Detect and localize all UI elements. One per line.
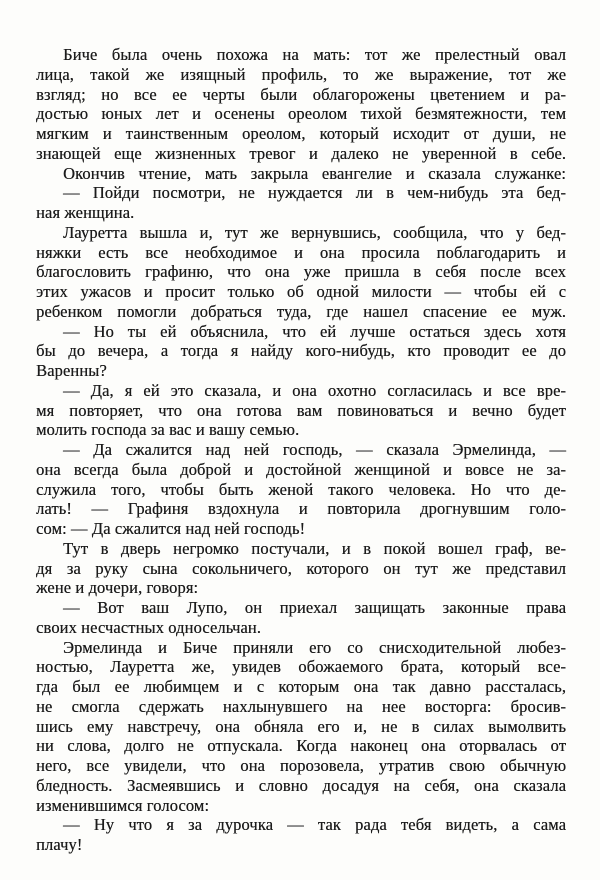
text-line: ни слова, долго не отпускала. Когда наконец она оторвалась от <box>36 736 566 756</box>
text-line: Эрмелинда и Биче приняли его со снисходительной любез- <box>63 637 566 657</box>
text-line: она всегда была доброй и достойной женщиной и вовсе не за- <box>36 459 566 479</box>
text-line: взгляд; но все ее черты были облагорожены цветением и ра- <box>36 84 566 104</box>
text-line: Тут в дверь негромко постучали, и в покой вошел граф, ве- <box>63 538 566 558</box>
text-block <box>36 45 566 855</box>
text-line: — Вот ваш Лупо, он приехал защищать законные права <box>63 598 566 617</box>
text-line: молить господа за вас и вашу семью. <box>36 420 300 440</box>
text-line: Лауретта вышла и, тут же вернувшись, сообщила, что у бед- <box>63 222 566 242</box>
text-line: этих ужасов и просит только об одной милости — чтобы ей с <box>36 282 566 301</box>
text-line: бледность. Засмеявшись и словно досадуя на себя, она сказала <box>36 775 566 795</box>
text-line: ностью, Лауретта же, увидев обожаемого брата, который все- <box>36 657 566 677</box>
text-line: не смогла сдержать нахлынувшего на нее восторга: бросив- <box>36 696 566 716</box>
text-line: достью юных лет и осенены ореолом тихой безмятежности, тем <box>36 104 566 124</box>
text-line: своих несчастных односельчан. <box>36 617 261 637</box>
text-line: лать! — Графиня вздохнула и повторила дрогнувшим голо- <box>36 499 566 519</box>
paragraph <box>36 164 566 184</box>
text-line: мягким и таинственным ореолом, который исходит от души, не <box>36 124 566 143</box>
text-line: него, все увидели, что она порозовела, утратив свою обычную <box>36 756 566 775</box>
text-line: лица, такой же изящный профиль, то же выражение, тот же <box>36 64 566 84</box>
text-line: ная женщина. <box>36 203 135 222</box>
text-line: — Но ты ей объяснила, что ей лучше остаться здесь хотя <box>63 321 566 341</box>
paragraph <box>36 638 566 816</box>
text-line: няжки есть все необходимое и она просила поблагодарить и <box>36 242 566 262</box>
text-line: Окончив чтение, мать закрыла евангелие и сказала служанке: <box>63 163 566 183</box>
text-line: ребенком помогли добраться туда, где нашел спасение ее муж. <box>36 301 566 321</box>
text-line: дя за руку сына сокольничего, которого он тут же представил <box>36 558 566 578</box>
text-line: — Ну что я за дурочка — так рада тебя видеть, а сама <box>63 815 566 835</box>
text-line: изменившимся голосом: <box>36 795 210 815</box>
text-line: сом: — Да сжалится над ней господь! <box>36 519 306 538</box>
paragraph <box>36 223 566 322</box>
paragraph <box>36 381 566 440</box>
text-line: плачу! <box>36 835 83 854</box>
text-line: мя повторяет, что она готова вам повиноваться и вечно будет <box>36 400 566 420</box>
text-line: — Да, я ей это сказала, и она охотно согласилась и все вре- <box>63 380 566 400</box>
paragraph <box>36 45 566 164</box>
text-line: благословить графиню, что она уже пришла в себя после всех <box>36 262 566 282</box>
text-line: бы до вечера, а тогда я найду кого-нибудь, кто проводит ее до <box>36 341 566 361</box>
text-line: гда был ее любимцем и с которым она так давно рассталась, <box>36 677 566 696</box>
text-line: жене и дочери, говоря: <box>36 578 199 598</box>
text-line: шись ему навстречу, она обняла его и, не в силах вымолвить <box>36 716 566 736</box>
text-line: — Пойди посмотри, не нуждается ли в чем-нибудь эта бед- <box>63 183 566 203</box>
paragraph <box>36 539 566 598</box>
paragraph <box>36 598 566 638</box>
text-line: знающей еще жизненных тревог и далеко не уверенной в себе. <box>36 143 566 163</box>
paragraph <box>36 815 566 855</box>
paragraph <box>36 322 566 381</box>
text-line: Варенны? <box>36 361 107 380</box>
paragraph <box>36 183 566 223</box>
text-line: служила того, чтобы быть женой такого человека. Но что де- <box>36 479 566 499</box>
paragraph <box>36 440 566 539</box>
text-line: Биче была очень похожа на мать: тот же прелестный овал <box>63 45 566 64</box>
text-line: — Да сжалится над ней господь, — сказала Эрмелинда, — <box>63 440 566 459</box>
